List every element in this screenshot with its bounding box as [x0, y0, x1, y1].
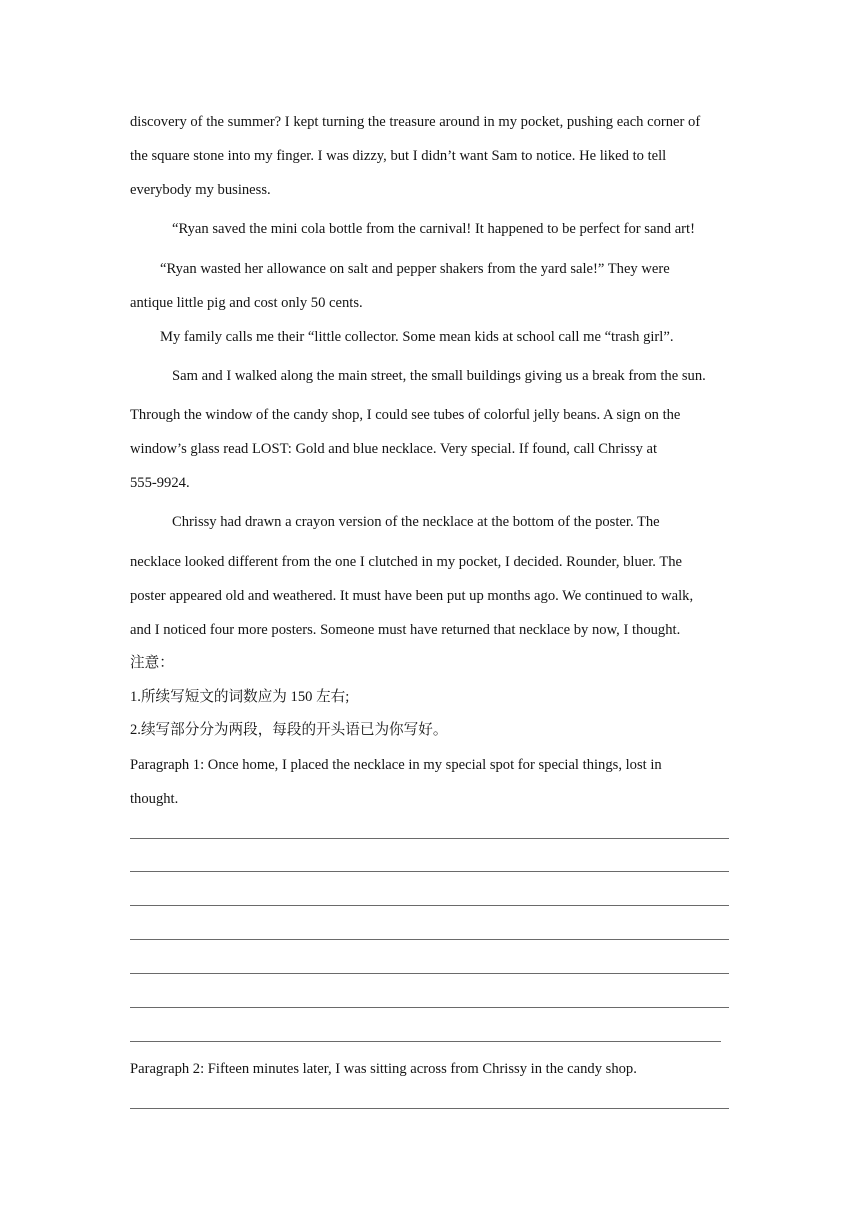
passage-line: necklace looked different from the one I clutched in my pocket, I decided. Rounder, bluer. The [130, 554, 683, 570]
passage-line: My family calls me their “little collector. Some mean kids at school call me “trash girl”. [160, 329, 674, 345]
passage-line: Chrissy had drawn a crayon version of the necklace at the bottom of the poster. The [172, 514, 660, 530]
notes-item: 1.所续写短文的词数应为 150 左右; [130, 689, 350, 705]
answer-line[interactable] [130, 1108, 729, 1109]
passage-line: poster appeared old and weathered. It must have been put up months ago. We continued to walk, [130, 588, 694, 604]
paragraph1-prompt: Paragraph 1: Once home, I placed the necklace in my special spot for special things, lost in [130, 757, 662, 773]
passage-line: the square stone into my finger. I was dizzy, but I didn’t want Sam to notice. He liked to tell [130, 148, 667, 164]
passage-line: antique little pig and cost only 50 cents. [130, 295, 363, 311]
passage-line: everybody my business. [130, 182, 271, 198]
passage-line: and I noticed four more posters. Someone must have returned that necklace by now, I thought. [130, 622, 681, 638]
paragraph2-prompt: Paragraph 2: Fifteen minutes later, I was sitting across from Chrissy in the candy shop. [130, 1061, 637, 1077]
passage-line: “Ryan saved the mini cola bottle from the carnival! It happened to be perfect for sand art! [172, 221, 695, 237]
answer-line[interactable] [130, 939, 729, 940]
passage-line: Sam and I walked along the main street, the small buildings giving us a break from the sun. [172, 368, 706, 384]
passage-line: Through the window of the candy shop, I could see tubes of colorful jelly beans. A sign on the [130, 407, 681, 423]
passage-line: discovery of the summer? I kept turning the treasure around in my pocket, pushing each corner of [130, 114, 701, 130]
notes-heading: 注意： [130, 655, 174, 671]
answer-line[interactable] [130, 973, 729, 974]
paragraph1-prompt-continued: thought. [130, 791, 179, 807]
answer-line[interactable] [130, 905, 729, 906]
answer-line[interactable] [130, 1041, 721, 1042]
notes-item: 2.续写部分分为两段，每段的开头语已为你写好。 [130, 722, 448, 738]
answer-line[interactable] [130, 1007, 729, 1008]
passage-line: window’s glass read LOST: Gold and blue necklace. Very special. If found, call Chrissy at [130, 441, 658, 457]
passage-line: “Ryan wasted her allowance on salt and pepper shakers from the yard sale!” They were [160, 261, 670, 277]
answer-line[interactable] [130, 871, 729, 872]
answer-line[interactable] [130, 838, 729, 839]
passage-line: 555-9924. [130, 475, 190, 491]
